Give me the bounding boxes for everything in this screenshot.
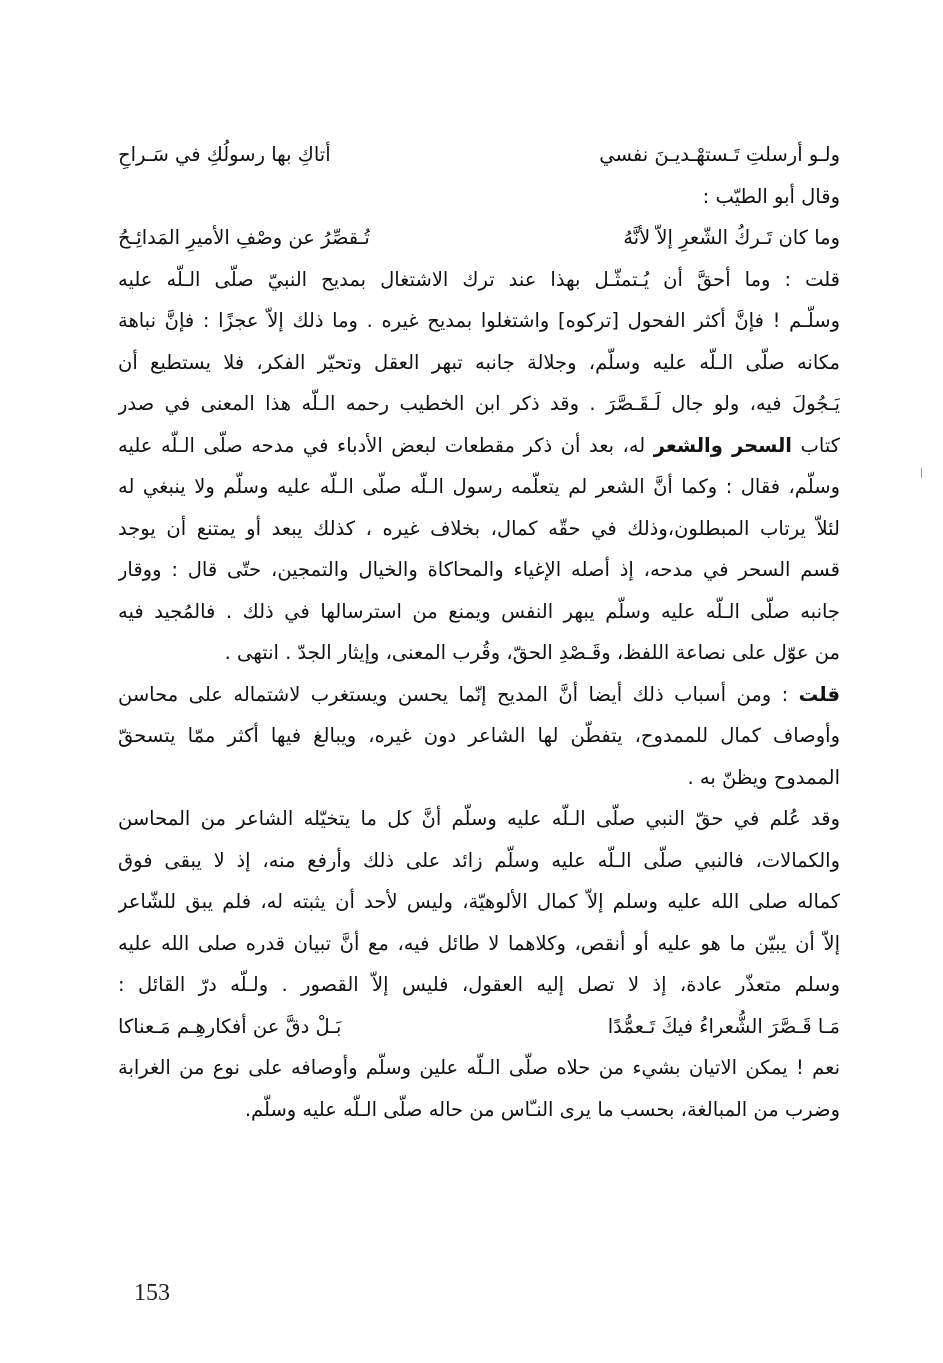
poem-verse-2 [118, 217, 840, 259]
paragraph-4-line-1: نعم ! يمكن الاتيان بشيء من حلاه صلّى الـلّه علين وسلّم وأوصافه على نوع من الغرابة [118, 1056, 840, 1079]
verse-hemistich-second: تُـقصِّرُ عن وصْفِ الأميرِ المَدائِـحُ [118, 226, 370, 249]
paragraph-1-line-7: لئلاّ يرتاب المبطلون،وذلك في حقّه كمال، بخلاف غيره ، كذلك يبعد أو يمتنع أن يوجد [118, 516, 840, 540]
paragraph-1-line-8: قسم السحر في مدحه، إذ أصله الإغياء والمحاكاة والخيال والتمجين، حتّى قال : ووقار [118, 558, 840, 581]
paragraph-4-line-2: وضرب من المبالغة، بحسب ما يرى النـّاس من حاله صلّى الـلّه عليه وسلّم. [244, 1097, 840, 1121]
paragraph-1-line-5 [118, 425, 840, 467]
quote-intro-line: وقال أبو الطيّب : [702, 184, 840, 208]
paragraph-3-line-1: وقد عُلم في حقّ النبي صلّى الـلّه عليه وسلّم أنَّ كل ما يتخيّله الشاعر من المحاسن [118, 807, 840, 830]
qult-label: قلت [798, 682, 840, 706]
paragraph-1-line-4: يَـجُولَ فيه، ولو جال لَـقَـصَّرَ . وقد ذكر ابن الخطيب رحمه الـلّه هذا المعنى في صدر [118, 392, 840, 415]
line-text: كتاب [792, 433, 840, 457]
page-number: 153 [134, 1280, 170, 1306]
poem-verse-1 [118, 134, 840, 176]
verse-hemistich-second: أتاكِ بها رسولُكِ في سَـراحِ [118, 143, 331, 166]
paragraph-1-line-10: من عوّل على نصاعة اللفظ، وقَـصْدِ الحقّ، وقُرب المعنى، وإيثار الجدّ . انتهى . [224, 641, 840, 664]
paragraph-3-line-2: والكمالات، فالنبي صلّى الـلّه عليه وسلّم زائد على ذلك وأرفع منه، إذ لا يبقى فوق [118, 848, 840, 872]
paragraph-2-line-2: وأوصاف كمال للممدوح، يتفطّن لها الشاعر دون غيره، ويبالغ فيها أكثر ممّا يتسحقّ [118, 724, 840, 747]
verse-hemistich-first: مَـا قَـصَّرَ الشُّعراءُ فيكَ تَـعمُّدًا [607, 1014, 840, 1038]
paragraph-1-line-6: وسلّم، فقال : وكما أنَّ الشعر لم يتعلّمه رسول الـلّه صلّى الـلّه عليه وسلّم ولا ينبغي له [118, 475, 840, 498]
paragraph-3-line-5: وسلم متعذّر عادة، إذ لا تصل إليه العقول، فليس إلاّ القصور . ولـلّه درّ القائل : [118, 973, 840, 996]
book-title: السحر والشعر [653, 433, 792, 457]
paragraph-1-line-9: جانبه صلّى الـلّه عليه وسلّم يبهر النفس ويمنع من استرسالها في ذلك . فالمُجيد فيه [118, 599, 840, 623]
paragraph-1-line-2: وسلّـم ! فإنَّ أكثر الفحول [تركوه] واشتغلوا بمديح غيره . وما ذلك إلاّ عجزًا : فإنَّ نباهة [118, 309, 840, 332]
verse-hemistich-first: وما كان تَـركُ الشّعرِ إلاّ لأنَّهُ [623, 226, 840, 249]
line-text: له، بعد أن ذكر مقطعات لبعض الأدباء في مدحه صلّى الـلّه عليه [118, 433, 654, 457]
paragraph-1-line-1: قلت : وما أحقَّ أن يُـتمثّـل بهذا عند ترك الاشتغال بمديح النبيّ صلّى الـلّه عليه [118, 267, 840, 291]
paragraph-3-line-4: إلاّ أن يبيّن ما هو عليه أو أنقص، وكلاهما لا طائل فيه، مع أنَّ تبيان قدره صلى الله عليه [118, 931, 840, 955]
paragraph-3-line-3: كماله صلى الله عليه وسلم إلاّ كمال الألوهيّة، وليس لأحد أن يثبته له، فلم يبق للشّاعر [118, 890, 840, 913]
margin-mark [921, 468, 922, 478]
verse-hemistich-first: ولـو أرسلتِ تَـستهْـديـنَ نفسي [599, 143, 840, 166]
poem-verse-3 [118, 1006, 840, 1048]
paragraph-2-line-1 [118, 674, 840, 716]
paragraph-1-line-3: مكانه صلّى الـلّه عليه وسلّم، وجلالة جانبه تبهر العقل وتحيّر الفكر، فلا يستطيع أن [118, 350, 840, 374]
line-text: : ومن أسباب ذلك أيضا أنَّ المديح إنّما يحسن ويستغرب لاشتماله على محاسن [118, 682, 799, 706]
main-text [118, 134, 840, 1130]
verse-hemistich-second: بَـلْ دقَّ عن أفكارهِـم مَـعناكا [118, 1014, 342, 1038]
paragraph-2-line-3: الممدوح ويظنّ به . [687, 765, 840, 789]
